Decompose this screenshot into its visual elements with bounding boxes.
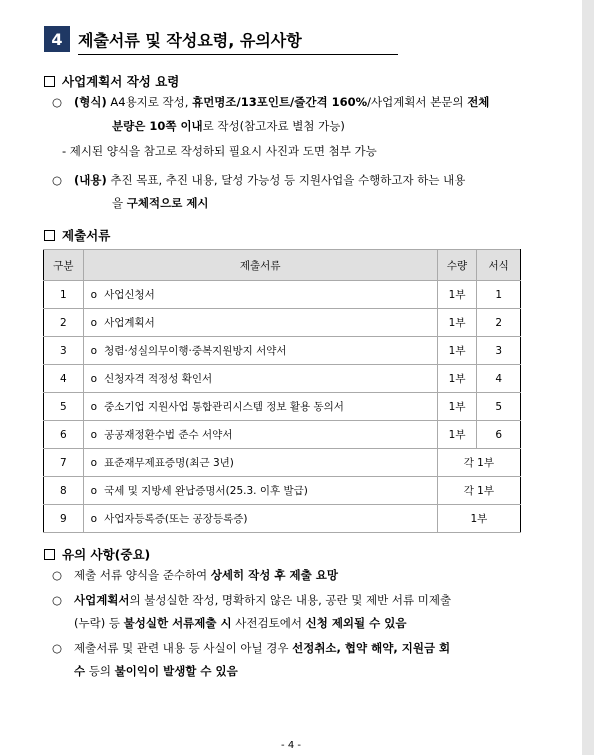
table-row bbox=[44, 337, 521, 365]
section-number-badge: 4 bbox=[44, 26, 70, 52]
document-name-cell bbox=[83, 477, 437, 505]
list-bullet: o bbox=[90, 513, 98, 525]
row-number: 4 bbox=[44, 365, 84, 393]
col-header-quantity: 수량 bbox=[437, 250, 477, 281]
square-bullet-icon bbox=[44, 76, 55, 87]
cautions-heading: 유의 사항(중요) bbox=[44, 545, 150, 563]
document-name-cell bbox=[83, 449, 437, 477]
caution-item-3-line1: ○ 제출서류 및 관련 내용 등 사실이 아닐 경우 선정취소, 협약 해약, 지원금 회 bbox=[52, 641, 451, 655]
quantity-cell: 1부 bbox=[437, 393, 477, 421]
row-number: 3 bbox=[44, 337, 84, 365]
row-number: 6 bbox=[44, 421, 84, 449]
table-body bbox=[44, 281, 521, 533]
document-name-cell bbox=[83, 337, 437, 365]
page-edge-strip bbox=[582, 0, 594, 755]
quantity-cell: 1부 bbox=[437, 365, 477, 393]
document-name: 사업자등록증(또는 공장등록증) bbox=[104, 513, 248, 525]
caution-item-3-line2: 수 등의 불이익이 발생할 수 있음 bbox=[74, 664, 238, 678]
form-number-cell: 4 bbox=[477, 365, 521, 393]
document-name: 사업계획서 bbox=[104, 317, 155, 329]
document-name: 표준재무제표증명(최근 3년) bbox=[104, 457, 234, 469]
documents-heading: 제출서류 bbox=[44, 226, 110, 244]
documents-table bbox=[43, 249, 521, 533]
form-number-cell: 3 bbox=[477, 337, 521, 365]
document-name: 국세 및 지방세 완납증명서(25.3. 이후 발급) bbox=[104, 485, 308, 497]
list-bullet: o bbox=[90, 289, 98, 301]
table-header-row bbox=[44, 250, 521, 281]
document-name: 청렴·성실의무이행·중복지원방지 서약서 bbox=[104, 345, 287, 357]
document-name-cell bbox=[83, 393, 437, 421]
quantity-cell: 1부 bbox=[437, 309, 477, 337]
list-bullet: o bbox=[90, 317, 98, 329]
col-header-no: 구분 bbox=[44, 250, 84, 281]
row-number: 5 bbox=[44, 393, 84, 421]
document-name: 중소기업 지원사업 통합관리시스템 정보 활용 동의서 bbox=[104, 401, 344, 413]
form-number-cell: 1 bbox=[477, 281, 521, 309]
page-number: - 4 - bbox=[281, 740, 301, 751]
table-row bbox=[44, 477, 521, 505]
format-paragraph-line1: ○ (형식) A4용지로 작성, 휴먼명조/13포인트/줄간격 160%/사업계획서 본문의 전체 bbox=[52, 95, 490, 109]
quantity-merged-cell: 각 1부 bbox=[437, 449, 520, 477]
list-bullet: o bbox=[90, 345, 98, 357]
quantity-merged-cell: 1부 bbox=[437, 505, 520, 533]
list-bullet: o bbox=[90, 429, 98, 441]
caution-item-2-line2: (누락) 등 불성실한 서류제출 시 사전검토에서 신청 제외될 수 있음 bbox=[74, 616, 407, 630]
list-bullet: o bbox=[90, 401, 98, 413]
document-name: 공공재정환수법 준수 서약서 bbox=[104, 429, 233, 441]
form-number-cell: 2 bbox=[477, 309, 521, 337]
col-header-form: 서식 bbox=[477, 250, 521, 281]
quantity-cell: 1부 bbox=[437, 337, 477, 365]
row-number: 7 bbox=[44, 449, 84, 477]
table-row bbox=[44, 365, 521, 393]
section-underline bbox=[78, 54, 398, 55]
caution-item-1: ○ 제출 서류 양식을 준수하여 상세히 작성 후 제출 요망 bbox=[52, 568, 338, 582]
table-row bbox=[44, 393, 521, 421]
document-name-cell bbox=[83, 421, 437, 449]
table-row bbox=[44, 421, 521, 449]
quantity-cell: 1부 bbox=[437, 421, 477, 449]
caution-item-2-line1: ○ 사업계획서의 불성실한 작성, 명확하지 않은 내용, 공란 및 제반 서류 미제출 bbox=[52, 593, 452, 607]
section-header bbox=[44, 26, 354, 56]
format-paragraph-line2: 분량은 10쪽 이내로 작성(참고자료 별첨 가능) bbox=[112, 119, 345, 133]
row-number: 9 bbox=[44, 505, 84, 533]
quantity-cell: 1부 bbox=[437, 281, 477, 309]
col-header-document: 제출서류 bbox=[83, 250, 437, 281]
quantity-merged-cell: 각 1부 bbox=[437, 477, 520, 505]
document-name-cell bbox=[83, 365, 437, 393]
row-number: 2 bbox=[44, 309, 84, 337]
table-row bbox=[44, 449, 521, 477]
form-number-cell: 6 bbox=[477, 421, 521, 449]
table-row bbox=[44, 309, 521, 337]
table-row bbox=[44, 505, 521, 533]
content-paragraph-line1: ○ (내용) 추진 목표, 추진 내용, 달성 가능성 등 지원사업을 수행하고자 하는 내용 bbox=[52, 173, 466, 187]
list-bullet: o bbox=[90, 485, 98, 497]
plan-guide-heading: 사업계획서 작성 요령 bbox=[44, 72, 179, 90]
document-name: 신청자격 적정성 확인서 bbox=[104, 373, 213, 385]
table-row bbox=[44, 281, 521, 309]
form-number-cell: 5 bbox=[477, 393, 521, 421]
section-title: 제출서류 및 작성요령, 유의사항 bbox=[78, 31, 302, 50]
square-bullet-icon bbox=[44, 549, 55, 560]
row-number: 1 bbox=[44, 281, 84, 309]
document-name-cell bbox=[83, 281, 437, 309]
square-bullet-icon bbox=[44, 230, 55, 241]
document-name: 사업신청서 bbox=[104, 289, 155, 301]
content-paragraph-line2: 을 구체적으로 제시 bbox=[112, 196, 209, 210]
list-bullet: o bbox=[90, 457, 98, 469]
list-bullet: o bbox=[90, 373, 98, 385]
document-name-cell bbox=[83, 505, 437, 533]
format-note: - 제시된 양식을 참고로 작성하되 필요시 사진과 도면 첨부 가능 bbox=[62, 144, 377, 158]
row-number: 8 bbox=[44, 477, 84, 505]
document-name-cell bbox=[83, 309, 437, 337]
